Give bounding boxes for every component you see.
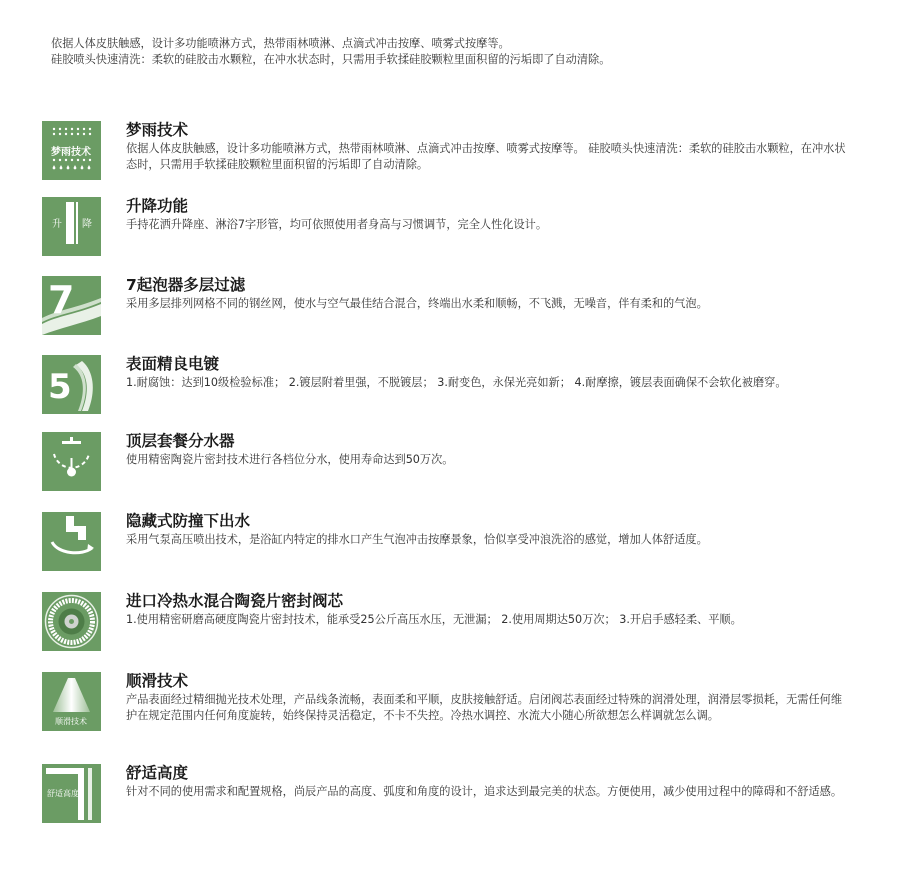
feature-title: 升降功能 bbox=[126, 197, 189, 215]
feature-desc: 1.耐腐蚀：达到10级检验标准； 2.镀层附着里强，不脱镀层； 3.耐变色，永保光亮如新； 4.耐摩擦，镀层表面确保不会软化被磨穿。 bbox=[126, 376, 787, 389]
feature-title: 隐藏式防撞下出水 bbox=[126, 512, 251, 530]
hidden-outlet-icon bbox=[42, 512, 101, 571]
feature-title: 舒适高度 bbox=[126, 764, 189, 782]
feature-desc: 产品表面经过精细抛光技术处理，产品线条流畅，表面柔和平顺，皮肤接触舒适。启闭阀芯表面经过特殊的润滑处理，润滑层零损耗，无需任何维护在规定范围内任何角度旋转，始终保持灵活稳定，不卡不失控。冷热水调控、水流大小随心所欲想怎么样调就怎么调。 bbox=[126, 693, 843, 722]
rain-drops-icon bbox=[42, 121, 101, 180]
feature-desc: 采用气泵高压喷出技术，是浴缸内特定的排水口产生气泡冲击按摩景象，恰似享受冲浪洗浴的感觉，增加人体舒适度。 bbox=[126, 533, 708, 546]
feature-title: 表面精良电镀 bbox=[126, 355, 220, 373]
smooth-surface-icon bbox=[42, 672, 101, 731]
feature-desc: 手持花洒升降座、淋浴7字形管，均可依照使用者身高与习惯调节，完全人性化设计。 bbox=[126, 218, 548, 231]
electroplating-layers-icon bbox=[42, 355, 101, 414]
smooth-icon-label: 顺滑技术 bbox=[55, 717, 87, 726]
five-icon-label: 5 bbox=[48, 367, 72, 407]
seven-icon-label: 7 bbox=[48, 278, 75, 322]
feature-desc: 依据人体皮肤触感，设计多功能喷淋方式，热带雨林喷淋、点滴式冲击按摩、喷雾式按摩等。 硅胶喷头快速清洗：柔软的硅胶击水颗粒，在冲水状态时，只需用手软揉硅胶颗粒里面积留的污垢即了自动清除。 bbox=[126, 142, 846, 171]
feature-title: 顶层套餐分水器 bbox=[126, 432, 235, 450]
intro-line-1: 依据人体皮肤触感，设计多功能喷淋方式，热带雨林喷淋、点滴式冲击按摩、喷雾式按摩等。 bbox=[51, 37, 510, 50]
intro-text bbox=[51, 36, 891, 68]
intro-line-2: 硅胶喷头快速清洗：柔软的硅胶击水颗粒，在冲水状态时，只需用手软揉硅胶颗粒里面积留的污垢即了自动清除。 bbox=[51, 53, 611, 66]
lift-label-left: 升 bbox=[52, 219, 62, 230]
feature-desc: 使用精密陶瓷片密封技术进行各档位分水，使用寿命达到50万次。 bbox=[126, 453, 454, 466]
diverter-icon bbox=[42, 432, 101, 491]
feature-title: 7起泡器多层过滤 bbox=[126, 276, 246, 294]
feature-title: 梦雨技术 bbox=[126, 121, 189, 139]
ceramic-valve-icon bbox=[42, 592, 101, 651]
feature-desc: 采用多层排列网格不同的钢丝网，使水与空气最佳结合混合，终端出水柔和顺畅，不飞溅，无噪音，伴有柔和的气泡。 bbox=[126, 297, 708, 310]
lift-rail-icon bbox=[42, 197, 101, 256]
feature-title: 进口冷热水混合陶瓷片密封阀芯 bbox=[126, 592, 344, 610]
feature-desc: 针对不同的使用需求和配置规格，尚辰产品的高度、弧度和角度的设计，追求达到最完美的状态。方便使用，减少使用过程中的障碍和不舒适感。 bbox=[126, 785, 843, 798]
feature-title: 顺滑技术 bbox=[126, 672, 189, 690]
feature-desc: 1.使用精密研磨高硬度陶瓷片密封技术，能承受25公斤高压水压，无泄漏； 2.使用周期达50万次； 3.开启手感轻柔、平顺。 bbox=[126, 613, 742, 626]
comfort-height-icon bbox=[42, 764, 101, 823]
seven-layer-filter-icon bbox=[42, 276, 101, 335]
rain-icon-label: 梦雨技术 bbox=[51, 147, 91, 158]
comfort-icon-label: 舒适高度 bbox=[47, 789, 79, 798]
lift-label-right: 降 bbox=[82, 219, 92, 230]
